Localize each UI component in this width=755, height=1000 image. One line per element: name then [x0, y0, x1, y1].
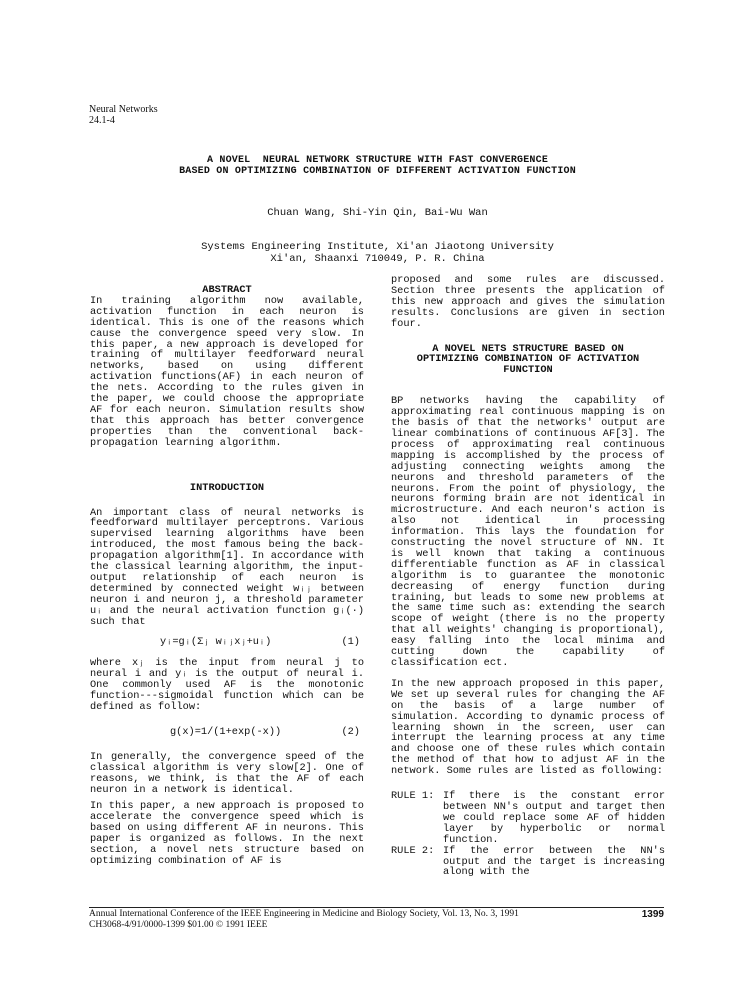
intro-paragraph-3: In generally, the convergence speed of the classical algorithm is very slow[2]. One of reasons, we think, is that the AF of each neuron in a network is identical. — [90, 750, 364, 796]
rule-2-text: If the error between the NN's output and the target is increasing along with the — [443, 844, 665, 879]
section-2-heading — [391, 344, 665, 377]
intro-paragraph-1: An important class of neural networks is feedforward multilayer perceptrons. Various supervised learning algorithms have been introduced, the most famous being the back-propagation algorithm[1]. In accordance with the classical learning algorithm, the input-output relationship of each neuron is determined by connected weight wᵢⱼ between neuron i and neuron j, a threshold parameter uᵢ and the neural activation function gᵢ(·) such that — [90, 506, 364, 628]
equation-1-expression: yᵢ=gᵢ(Σⱼ wᵢⱼxⱼ+uᵢ) — [160, 636, 272, 649]
rule-1-label: RULE 1: — [391, 790, 435, 803]
equation-2-expression: g(x)=1/(1+exp(-x)) — [170, 725, 282, 738]
session-number: 24.1-4 — [89, 115, 115, 126]
equation-1 — [90, 637, 364, 648]
rule-2 — [391, 846, 665, 879]
section-heading-line-3: FUNCTION — [503, 364, 553, 377]
footer-divider — [89, 907, 664, 908]
equation-2-number: (2) — [341, 725, 360, 738]
affiliation — [0, 241, 755, 265]
right-column — [391, 275, 665, 878]
abstract-text: In training algorithm now available, activation function in each neuron is identical. This is one of the reasons which cause the convergence speed very slow. In this paper, a new approach is developed for training of multilayer feedforward neural networks, based on using different activation functions(AF) in each neuron of the nets. According to the rules given in the paper, we could choose the appropriate AF for each neuron. Simulation results show that this approach has better convergence properties than the conventional back-propagation learning algorithm. — [90, 294, 364, 449]
paper-title — [0, 155, 755, 177]
introduction-heading: INTRODUCTION — [189, 481, 265, 494]
affiliation-line-1: Systems Engineering Institute, Xi'an Jiaotong University — [201, 241, 554, 253]
left-column — [90, 285, 364, 867]
page-number: 1399 — [641, 909, 664, 920]
intro-paragraph-2: where xⱼ is the input from neural j to neural i and yᵢ is the output of neural i. One commonly used AF is the monotonic function---sigmoidal function which can be defined as follow: — [90, 657, 364, 713]
page-footer — [89, 909, 664, 931]
section-heading-line-1: A NOVEL NETS STRUCTURE BASED ON — [432, 342, 624, 355]
rule-1-text: If there is the constant error between NN's output and target then we could replace some AF of hidden layer by hyperbolic or normal function. — [443, 790, 665, 846]
equation-1-number: (1) — [341, 636, 360, 649]
intro-paragraph-4: In this paper, a new approach is proposed to accelerate the convergence speed which is based on using different AF in neurons. This paper is organized as follows. In the next section, a novel nets structure based on optimizing combination of AF is — [90, 800, 364, 867]
journal-name: Neural Networks — [89, 104, 158, 115]
journal-header — [89, 104, 158, 126]
conference-citation: Annual International Conference of the IEEE Engineering in Medicine and Biology Society, Vol. 13, No. 3, 1991 — [89, 909, 519, 919]
abstract-heading: ABSTRACT — [202, 284, 252, 296]
section-2-paragraph-2: In the new approach proposed in this paper, We set up several rules for changing the AF on the basis of a large number of simulation. According to dynamic process of learning shown in the screen, user can interrupt the learning process at any time and choose one of these rules which contain the method of that how to adjust AF in the network. Some rules are listed as following: — [391, 677, 665, 778]
equation-2 — [90, 727, 364, 738]
title-line-1: A NOVEL NEURAL NETWORK STRUCTURE WITH FAST CONVERGENCE — [206, 155, 549, 166]
rule-2-label: RULE 2: — [391, 844, 435, 857]
rule-1 — [391, 791, 665, 846]
section-2-paragraph-1: BP networks having the capability of approximating real continuous mapping is on the basis of that the networks' output are linear combinations of continuous AF[3]. The process of approximating real continuous mapping is accomplished by the process of adjusting connecting weights among the neurons and threshold parameters of the neurons. From the point of physiology, the neurons forming brain are not identical in microstructure. And each neuron's action is also not identical in processing information. This lays the foundation for constructing the novel structure of NN. It is well known that taking a continuous differentiable function as AF in classical algorithm is to guarantee the monotonic decreasing of energy function during training, but leads to some new problems at the same time such as: extending the search scope of weight (there is no the property that all weights' changing is proportional), easy falling into the local minima and cutting down the capability of classification ect. — [391, 395, 665, 669]
section-heading-line-2: OPTIMIZING COMBINATION OF ACTIVATION — [416, 353, 640, 366]
affiliation-line-2: Xi'an, Shaanxi 710049, P. R. China — [270, 253, 485, 265]
title-line-2: BASED ON OPTIMIZING COMBINATION OF DIFFERENT ACTIVATION FUNCTION — [179, 166, 576, 177]
intro-continuation: proposed and some rules are discussed. Section three presents the application of this new approach and gives the simulation results. Conclusions are given in section four. — [391, 274, 665, 330]
copyright-line: CH3068-4/91/0000-1399 $01.00 © 1991 IEEE — [89, 920, 268, 930]
author-list: Chuan Wang, Shi-Yin Qin, Bai-Wu Wan — [267, 207, 488, 219]
